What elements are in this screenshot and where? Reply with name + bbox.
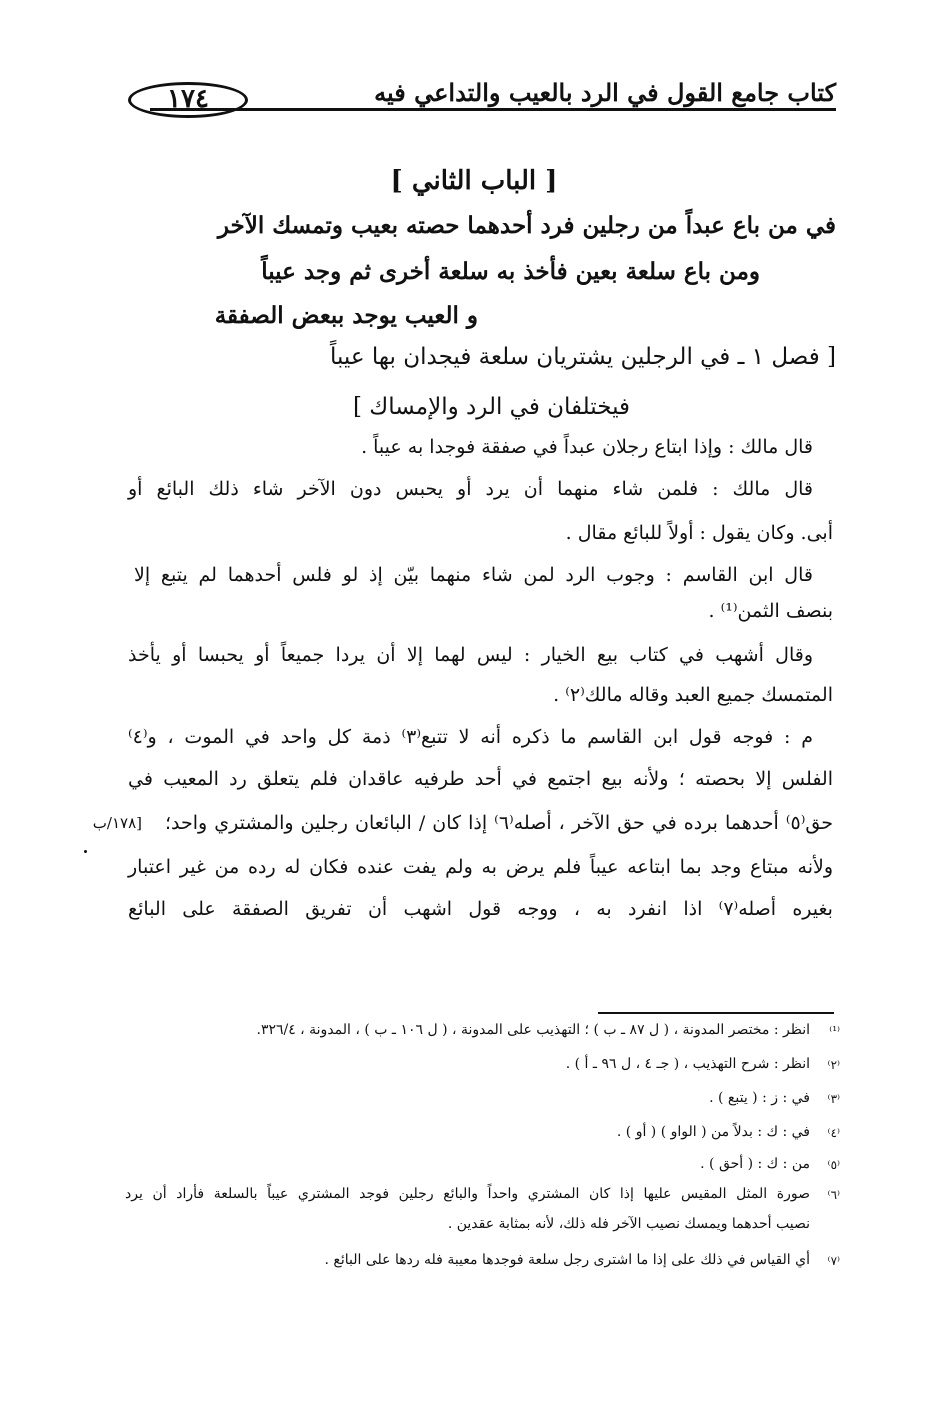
chapter-subtitle-line-3: و العيب يوجد ببعض الصفقة bbox=[214, 302, 478, 329]
footnote-1-text: انظر : مختصر المدونة ، ( ل ٨٧ ـ ب ) ؛ التهذيب على المدونة ، ( ل ١٠٦ ـ ب ) ، المدونة ، ٣٢٦/٤. bbox=[256, 1022, 810, 1038]
margin-dot bbox=[84, 850, 87, 853]
page-number: ١٧٤ bbox=[167, 84, 209, 114]
section-heading-line-1: [ فصل ١ ـ في الرجلين يشتريان سلعة فيجدان بها عيباً bbox=[329, 344, 836, 370]
chapter-subtitle-line-1: في من باع عبداً من رجلين فرد أحدهما حصته بعيب وتمسك الآخر bbox=[217, 212, 836, 239]
header-rule bbox=[150, 108, 836, 111]
footnote-4-marker: ⁽٤⁾ bbox=[827, 1126, 840, 1140]
body-line-8: م : فوجه قول ابن القاسم ما ذكره أنه لا تتبع⁽٣⁾ ذمة كل واحد في الموت ، و⁽٤⁾ bbox=[128, 726, 813, 748]
footnote-5-text: من : ك : ( أحق ) . bbox=[700, 1156, 810, 1172]
body-line-10: حق⁽٥⁾ أحدهما برده في حق الآخر ، أصله⁽٦⁾ إذا كان / البائعان رجلين والمشتري واحد؛ bbox=[165, 812, 833, 834]
footnote-7-text: أي القياس في ذلك على إذا ما اشترى رجل سلعة فوجدها معيبة فله ردها على البائع . bbox=[324, 1252, 810, 1268]
body-line-1: قال مالك : وإذا ابتاع رجلان عبداً في صفقة فوجدا به عيباً . bbox=[361, 436, 813, 458]
footnote-3-marker: ⁽٣⁾ bbox=[827, 1092, 840, 1106]
body-line-6: وقال أشهب في كتاب بيع الخيار : ليس لهما إلا أن يردا جميعاً أو يحبسا أو يأخذ bbox=[128, 644, 813, 666]
body-line-7: المتمسك جميع العبد وقاله مالك⁽٢⁾ . bbox=[553, 684, 833, 706]
body-line-5: بنصف الثمن⁽¹⁾ . bbox=[708, 600, 833, 622]
body-line-12: بغيره أصله⁽٧⁾ اذا انفرد به ، ووجه قول اشهب أن تفريق الصفقة على البائع bbox=[128, 898, 833, 920]
chapter-title: [ الباب الثاني ] bbox=[390, 166, 558, 196]
footnote-1-marker: ⁽¹⁾ bbox=[829, 1024, 840, 1038]
footnote-2-text: انظر : شرح التهذيب ، ( جـ ٤ ، ل ٩٦ ـ أ ) . bbox=[565, 1056, 810, 1072]
footnote-3-text: في : ز : ( يتبع ) . bbox=[709, 1090, 810, 1106]
section-heading-line-2: فيختلفان في الرد والإمساك ] bbox=[353, 394, 630, 420]
margin-folio-note: [١٧٨/ب bbox=[92, 814, 142, 832]
footnote-6-text-continued: نصيب أحدهما ويمسك نصيب الآخر فله ذلك، لأنه بمثابة عقدين . bbox=[447, 1216, 810, 1232]
footnote-2-marker: ⁽٢⁾ bbox=[827, 1058, 840, 1072]
running-header-title: كتاب جامع القول في الرد بالعيب والتداعي فيه bbox=[374, 78, 836, 107]
body-line-4: قال ابن القاسم : وجوب الرد لمن شاء منهما بيّن إذ لو فلس أحدهما لم يتبع إلا bbox=[134, 564, 813, 586]
body-line-3: أبى. وكان يقول : أولاً للبائع مقال . bbox=[565, 522, 833, 544]
footnote-6-marker: ⁽٦⁾ bbox=[827, 1188, 840, 1202]
body-line-11: ولأنه مبتاع وجد بما ابتاعه عيباً فلم يرض به ولم يفت عنده فكان له رده من غير اعتبار bbox=[128, 856, 833, 878]
body-line-9: الفلس إلا بحصته ؛ ولأنه بيع اجتمع في أحد طرفيه عاقدان فلم يتعلق رد المعيب في bbox=[128, 768, 833, 790]
footnote-5-marker: ⁽٥⁾ bbox=[827, 1158, 840, 1172]
footnote-rule bbox=[598, 1012, 834, 1014]
footnote-6-text: صورة المثل المقيس عليها إذا كان المشتري واحداً والبائع رجلين فوجد المشتري عيباً بالسلعة فأراد أن يرد bbox=[125, 1186, 810, 1202]
body-line-2: قال مالك : فلمن شاء منهما أن يرد أو يحبس دون الآخر شاء ذلك البائع أو bbox=[128, 478, 813, 500]
chapter-subtitle-line-2: ومن باع سلعة بعين فأخذ به سلعة أخرى ثم وجد عيباً bbox=[261, 258, 760, 285]
footnote-7-marker: ⁽٧⁾ bbox=[827, 1254, 840, 1268]
footnote-4-text: في : ك : بدلاً من ( الواو ) ( أو ) . bbox=[616, 1124, 810, 1140]
